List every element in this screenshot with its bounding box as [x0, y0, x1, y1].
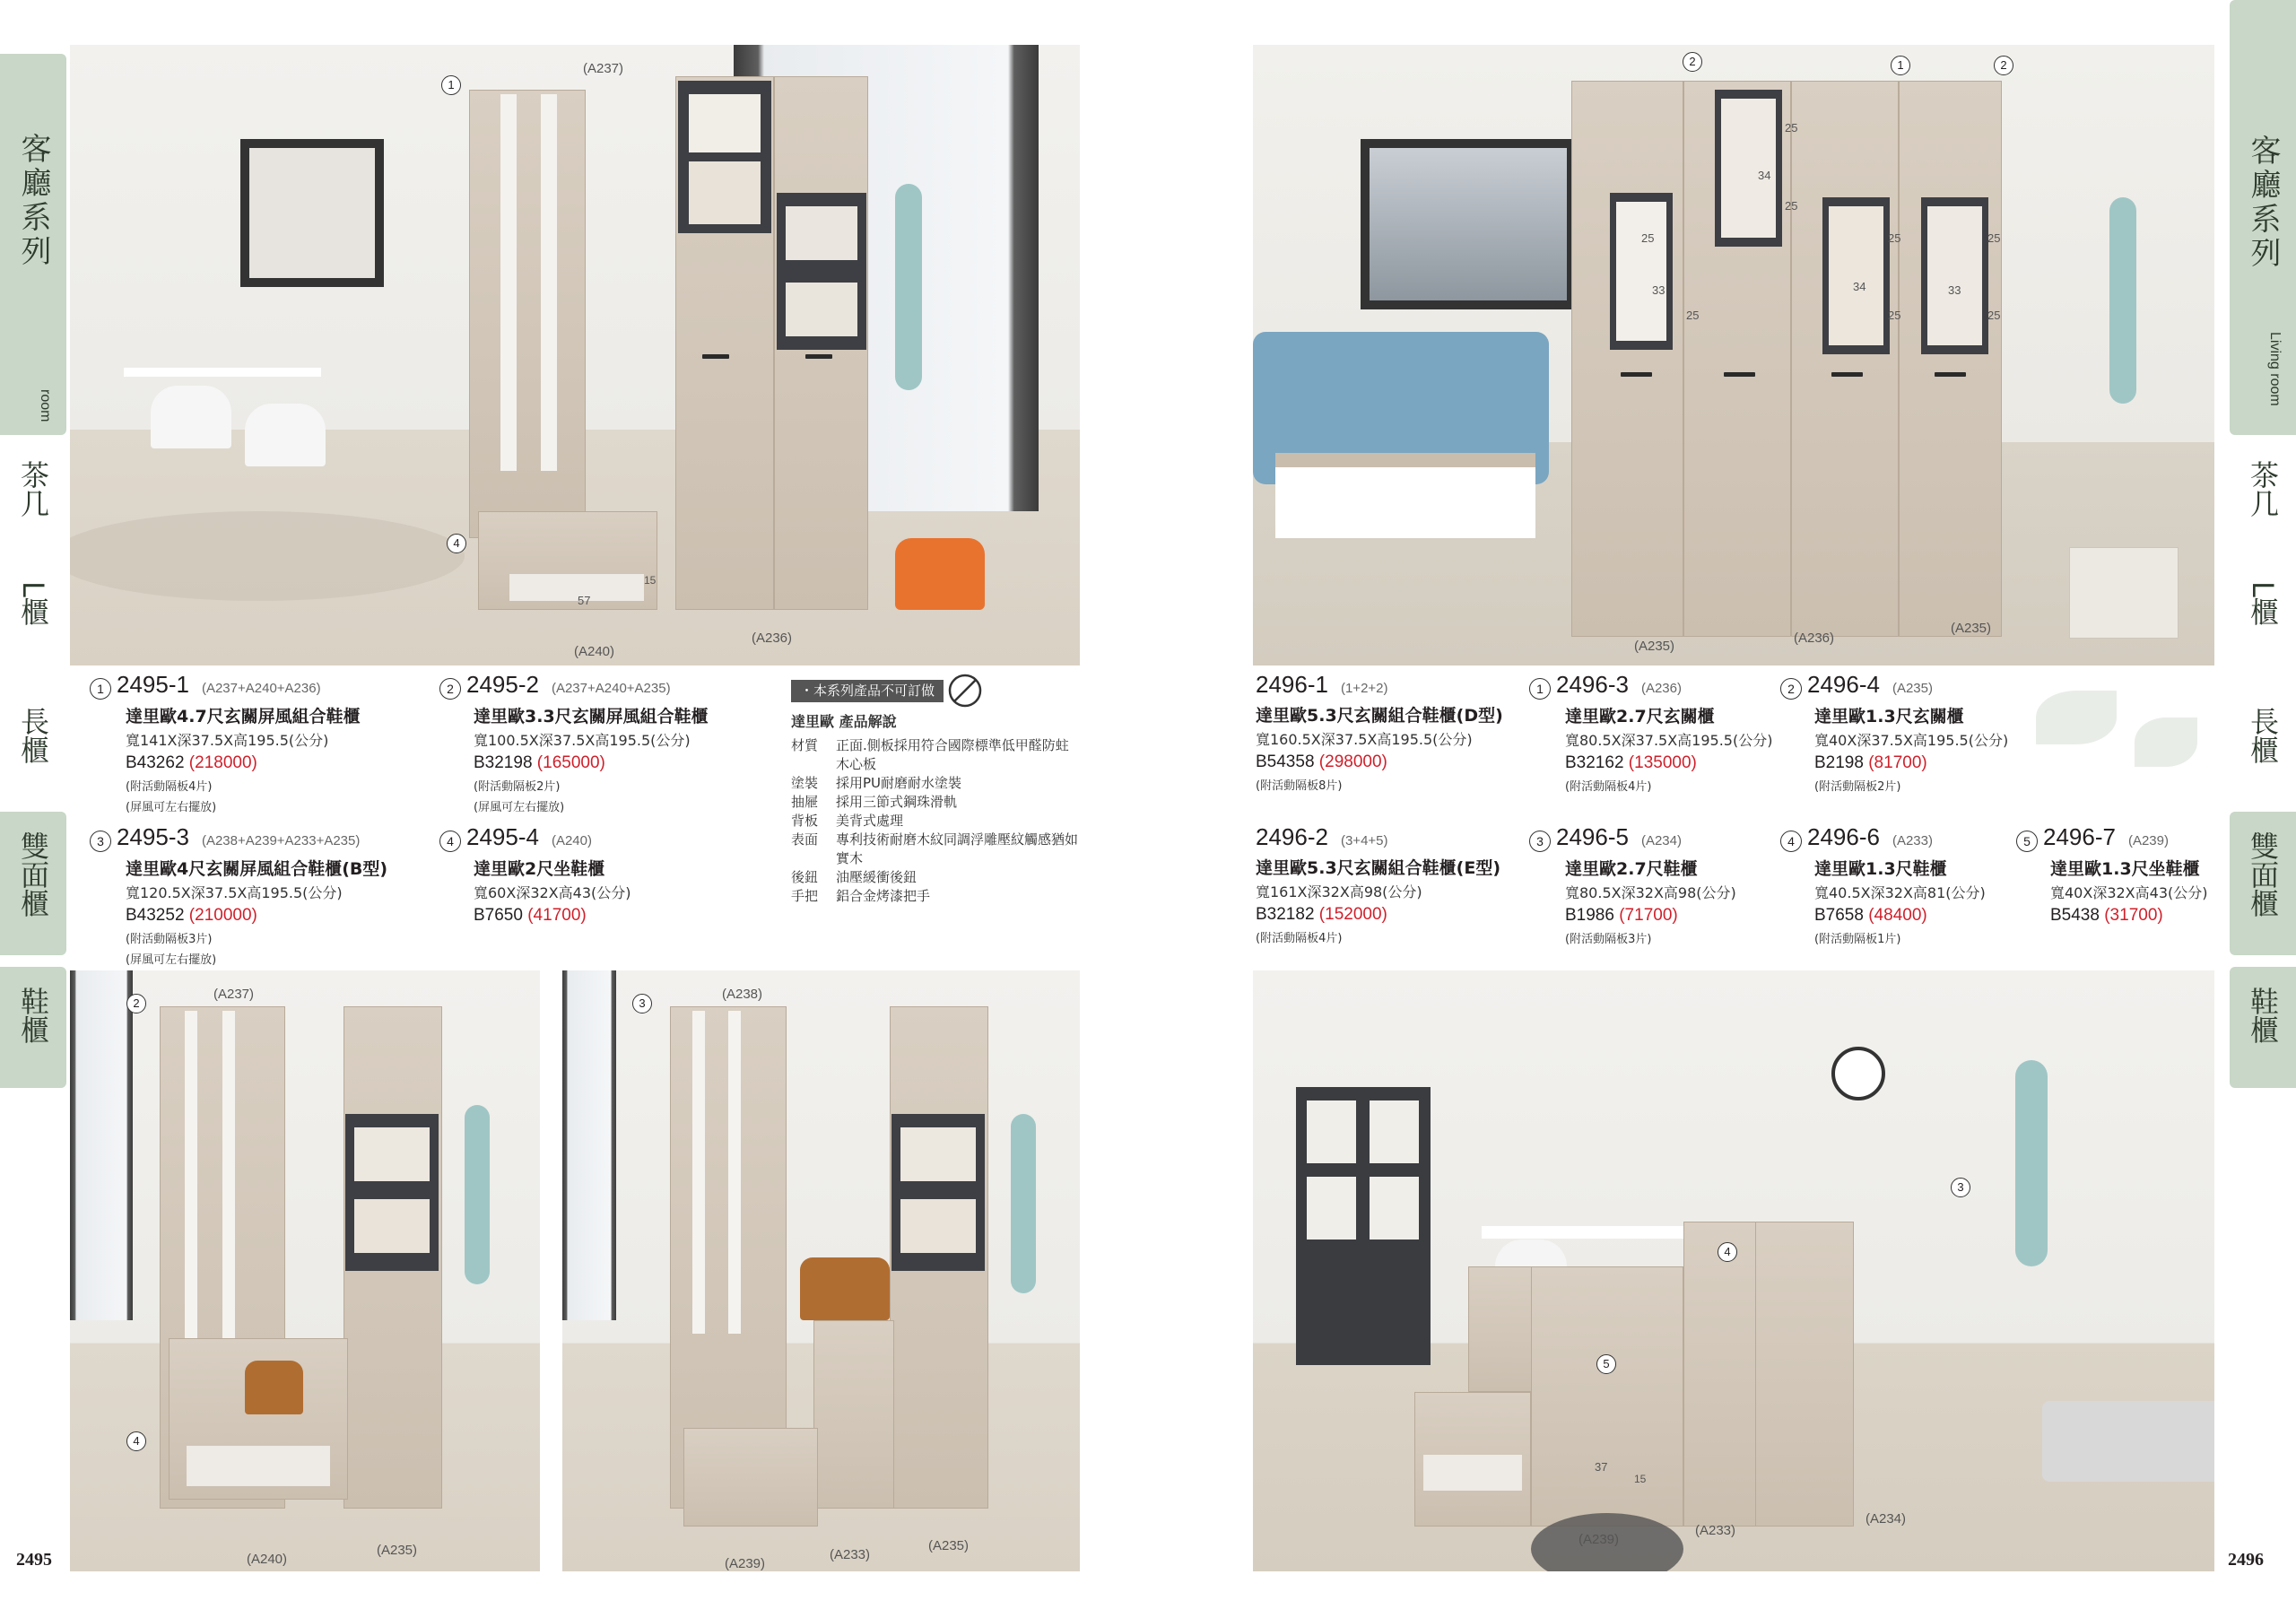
- dim-w: 37: [1595, 1460, 1608, 1474]
- cabinet-a235-right: [1899, 81, 2002, 637]
- label-a235: (A235): [1951, 621, 1992, 636]
- product-sku: B32198: [474, 752, 533, 772]
- tab-coffee-table-left[interactable]: [0, 453, 66, 534]
- product-name: 達里歐1.3尺鞋櫃: [1814, 858, 1947, 879]
- dim-label: 34: [1758, 169, 1771, 182]
- tab-living-room-left[interactable]: [0, 54, 66, 435]
- product-note: (附活動隔板8片): [1256, 779, 1343, 793]
- dim-w: 57: [578, 594, 591, 607]
- product-name: 達里歐5.3尺玄關組合鞋櫃(E型): [1256, 858, 1501, 878]
- product-price: (152000): [1318, 905, 1387, 924]
- marker-4: 4: [447, 534, 466, 553]
- marker-1: 1: [441, 75, 461, 95]
- marker-3: 3: [632, 994, 652, 1013]
- dim-label: 25: [1785, 199, 1798, 213]
- coffee-table: [1275, 453, 1535, 538]
- dining-table: [1482, 1226, 1715, 1239]
- tab-double-cabinet-right[interactable]: [2230, 812, 2296, 955]
- product-note: (附活動隔板3片): [126, 932, 213, 946]
- product-sku: B7658: [1814, 905, 1864, 925]
- product-note: (附活動隔板3片): [1565, 932, 1652, 946]
- photo-2495-1: [70, 45, 1080, 665]
- product-2496-4: [1780, 671, 2040, 794]
- screen-panel: [469, 90, 586, 538]
- product-combo: (A239): [2127, 833, 2169, 848]
- spec-key: 抽屜: [791, 794, 819, 810]
- product-dims: 寬80.5X深32X高98(公分): [1565, 883, 1736, 901]
- product-2496-7: [2016, 823, 2227, 926]
- page-number-right: 2496: [2228, 1550, 2264, 1570]
- product-name: 達里歐4尺玄關屏風組合鞋櫃(B型): [126, 858, 388, 879]
- label-a238: (A238): [722, 987, 763, 1002]
- cabinet-a234-right: [1755, 1222, 1854, 1527]
- surfboard-decor: [2109, 197, 2136, 404]
- product-2495-4: [439, 823, 780, 926]
- cabinet-a233-small: [1468, 1266, 1540, 1392]
- tab-living-room-right[interactable]: [2230, 0, 2296, 435]
- product-2495-2: [439, 671, 780, 814]
- tab-label: L櫃: [16, 581, 50, 626]
- tab-l-cabinet-left[interactable]: [0, 574, 66, 664]
- cabinet-a233: [813, 1320, 894, 1509]
- product-dims: 寬100.5X深37.5X高195.5(公分): [474, 731, 691, 749]
- tab-label: 鞋櫃: [16, 987, 50, 1044]
- marker-2: 2: [126, 994, 146, 1013]
- tab-label: 長櫃: [2246, 707, 2280, 764]
- product-code: 2495-3: [117, 823, 189, 850]
- product-number: 3: [90, 831, 111, 852]
- tab-double-cabinet-left[interactable]: [0, 812, 66, 955]
- photo-2496-1: [1253, 45, 2214, 665]
- product-sku: B32182: [1256, 905, 1315, 924]
- product-combo: (A233): [1892, 833, 1933, 848]
- dim-h: 15: [1634, 1473, 1647, 1485]
- spec-key: 後鈕: [791, 869, 819, 885]
- product-combo: (A234): [1640, 833, 1682, 848]
- photo-2495-2: [70, 970, 540, 1571]
- product-price: (48400): [1868, 905, 1927, 925]
- tab-label: 茶几: [16, 460, 50, 518]
- dim-label: 25: [1888, 309, 1901, 322]
- tab-label: 雙面櫃: [16, 831, 50, 918]
- spec-value: 油壓緩衝後鈕: [836, 869, 918, 885]
- product-price: (218000): [188, 752, 257, 772]
- product-code: 2496-5: [1556, 823, 1629, 850]
- tab-l-cabinet-right[interactable]: [2230, 574, 2296, 664]
- spec-title: 達里歐 產品解說: [791, 713, 897, 730]
- product-price: (31700): [2104, 905, 2163, 925]
- label-a233: (A233): [830, 1547, 871, 1562]
- product-combo: (A236): [1640, 681, 1682, 696]
- label-a237: (A237): [213, 987, 255, 1002]
- label-a234: (A234): [1866, 1511, 1907, 1527]
- product-price: (135000): [1628, 752, 1697, 772]
- label-a235: (A235): [1634, 639, 1675, 654]
- product-combo: (A237+A240+A236): [201, 681, 321, 696]
- tab-shoe-cabinet-right[interactable]: [2230, 967, 2296, 1088]
- surfboard-decor: [895, 184, 922, 390]
- tab-label: 茶几: [2246, 460, 2280, 518]
- product-sku: B43262: [126, 752, 185, 772]
- product-code: 2496-4: [1807, 671, 1880, 698]
- product-number: 1: [90, 678, 111, 700]
- handbag: [895, 538, 985, 610]
- tab-sub: Living room: [2267, 332, 2283, 406]
- product-note: (屏風可左右擺放): [126, 800, 217, 814]
- notice-banner: ・本系列產品不可訂做: [791, 680, 944, 702]
- product-sku: B5438: [2050, 905, 2100, 925]
- bag: [245, 1361, 303, 1414]
- product-sku: B32162: [1565, 752, 1624, 772]
- product-sku: B54358: [1256, 752, 1315, 771]
- product-note: (附活動隔板4片): [1565, 779, 1652, 794]
- product-price: (71700): [1619, 905, 1678, 925]
- product-code: 2495-1: [117, 671, 189, 698]
- suitcase: [2069, 547, 2179, 639]
- product-number: 2: [439, 678, 461, 700]
- no-order-icon: [947, 673, 983, 709]
- product-code: 2495-2: [466, 671, 539, 698]
- dim-h: 15: [644, 574, 657, 587]
- product-note: (屏風可左右擺放): [474, 800, 565, 814]
- marker-5: 5: [1596, 1354, 1616, 1374]
- dim-label: 34: [1853, 280, 1866, 293]
- product-dims: 寬60X深32X高43(公分): [474, 883, 631, 901]
- dim-label: 33: [1948, 283, 1961, 297]
- marker-3: 3: [1951, 1178, 1970, 1197]
- product-price: (81700): [1868, 752, 1927, 772]
- product-code: 2496-7: [2043, 823, 2116, 850]
- product-name: 達里歐5.3尺玄關組合鞋櫃(D型): [1256, 706, 1503, 726]
- label-a236: (A236): [1794, 631, 1835, 646]
- tab-long-cabinet-right[interactable]: [2230, 700, 2296, 798]
- product-sku: B43252: [126, 905, 185, 925]
- product-sku: B2198: [1814, 752, 1864, 772]
- tab-label: L櫃: [2246, 581, 2280, 626]
- product-code: 2496-6: [1807, 823, 1880, 850]
- marker-4: 4: [1718, 1242, 1737, 1262]
- product-2496-6: [1780, 823, 2013, 946]
- marker-2a: 2: [1683, 52, 1702, 72]
- wall-frame: [240, 139, 384, 287]
- label-a235: (A235): [377, 1543, 418, 1558]
- tab-sub: room: [38, 389, 53, 422]
- marker-4: 4: [126, 1431, 146, 1451]
- leaf-decor: [2036, 691, 2117, 744]
- product-combo: (A235): [1892, 681, 1933, 696]
- product-note: (附活動隔板1片): [1814, 932, 1901, 946]
- spec-key: 背板: [791, 813, 819, 829]
- leaf-decor: [2135, 718, 2197, 767]
- label-a239: (A239): [1578, 1532, 1620, 1547]
- product-combo: (A240): [551, 833, 592, 848]
- product-name: 達里歐2.7尺鞋櫃: [1565, 858, 1698, 879]
- spec-value: 專利技術耐磨木紋同調浮雕壓紋觸感猶如實木: [836, 831, 1079, 866]
- product-number: 4: [439, 831, 461, 852]
- label-a240: (A240): [574, 644, 615, 659]
- dim-label: 25: [1641, 231, 1655, 245]
- product-name: 達里歐1.3尺坐鞋櫃: [2050, 858, 2200, 879]
- label-a233: (A233): [1695, 1523, 1736, 1538]
- product-note: (附活動隔板2片): [1814, 779, 1901, 794]
- cabinet-a235-left: [1571, 81, 1683, 637]
- page-number-left: 2495: [16, 1550, 52, 1570]
- label-a235: (A235): [928, 1538, 970, 1553]
- product-price: (165000): [536, 752, 605, 772]
- product-name: 達里歐2.7尺玄關櫃: [1565, 706, 1715, 726]
- spec-value: 正面.側板採用符合國際標準低甲醛防蛀木心板: [836, 737, 1069, 772]
- surfboard-decor: [1011, 1114, 1036, 1293]
- bag: [800, 1257, 890, 1320]
- product-2496-5: [1529, 823, 1789, 946]
- product-2495-3: [90, 823, 439, 967]
- spec-value: 採用三節式鋼珠滑軌: [836, 794, 958, 810]
- spec-key: 手把: [791, 888, 819, 904]
- dim-label: 25: [1686, 309, 1700, 322]
- spec-value: 鋁合金烤漆把手: [836, 888, 931, 904]
- product-sku: B1986: [1565, 905, 1614, 925]
- product-dims: 寬161X深32X高98(公分): [1256, 883, 1422, 900]
- product-note: (附活動隔板4片): [1256, 932, 1343, 945]
- product-combo: (A237+A240+A235): [551, 681, 671, 696]
- spec-key: 材質: [791, 737, 819, 753]
- product-dims: 寬40.5X深32X高81(公分): [1814, 883, 1986, 901]
- surfboard-decor: [2015, 1060, 2048, 1266]
- product-2495-1: [90, 671, 430, 814]
- dim-label: 25: [1987, 231, 2001, 245]
- wall-clock: [1831, 1047, 1885, 1100]
- product-code: 2496-2: [1256, 823, 1328, 850]
- product-code: 2496-3: [1556, 671, 1629, 698]
- spec-box: [791, 673, 1078, 906]
- cabinet-a236-right: [1791, 81, 1899, 637]
- product-note: (屏風可左右擺放): [126, 953, 217, 967]
- tab-label: 長櫃: [16, 707, 50, 764]
- product-note: (附活動隔板2片): [474, 779, 561, 794]
- tab-label: 客廳系列: [15, 133, 51, 269]
- product-2496-2: [1256, 823, 1543, 945]
- product-note: (附活動隔板4片): [126, 779, 213, 794]
- dim-label: 33: [1652, 283, 1665, 297]
- label-a236: (A236): [752, 631, 793, 646]
- spec-key: 表面: [791, 831, 819, 848]
- product-dims: 寬40X深32X高43(公分): [2050, 883, 2208, 901]
- product-dims: 寬120.5X深37.5X高195.5(公分): [126, 883, 343, 901]
- tab-long-cabinet-left[interactable]: [0, 700, 66, 798]
- product-price: (298000): [1318, 752, 1387, 771]
- product-2496-3: [1529, 671, 1789, 794]
- marker-1: 1: [1891, 56, 1910, 75]
- photo-2496-2: [1253, 970, 2214, 1571]
- product-combo: (A238+A239+A233+A235): [201, 833, 361, 848]
- product-2496-1: [1256, 671, 1543, 793]
- dim-label: 25: [1785, 121, 1798, 135]
- product-name: 達里歐4.7尺玄關屏風組合鞋櫃: [126, 706, 361, 726]
- product-price: (210000): [188, 905, 257, 925]
- surfboard-decor: [465, 1105, 490, 1284]
- product-number: 4: [1780, 831, 1802, 852]
- product-number: 5: [2016, 831, 2038, 852]
- product-number: 1: [1529, 678, 1551, 700]
- product-combo: (3+4+5): [1340, 833, 1388, 848]
- spec-value: 採用PU耐磨耐水塗裝: [836, 775, 962, 791]
- product-combo: (1+2+2): [1340, 681, 1388, 696]
- tab-coffee-table-right[interactable]: [2230, 453, 2296, 534]
- product-code: 2496-1: [1256, 671, 1328, 698]
- tab-shoe-cabinet-left[interactable]: [0, 967, 66, 1088]
- photo-2495-3: [562, 970, 1080, 1571]
- label-a239: (A239): [725, 1556, 766, 1571]
- wall-frame: [1361, 139, 1576, 309]
- dim-label: 25: [1888, 231, 1901, 245]
- product-name: 達里歐2尺坐鞋櫃: [474, 858, 605, 879]
- spec-key: 塗裝: [791, 775, 819, 791]
- label-a240: (A240): [247, 1552, 288, 1567]
- tab-label: 雙面櫃: [2246, 831, 2280, 918]
- product-dims: 寬40X深37.5X高195.5(公分): [1814, 731, 2009, 749]
- product-dims: 寬141X深37.5X高195.5(公分): [126, 731, 329, 749]
- dim-label: 25: [1987, 309, 2001, 322]
- product-name: 達里歐1.3尺玄關櫃: [1814, 706, 1964, 726]
- product-price: (41700): [527, 905, 587, 925]
- product-code: 2495-4: [466, 823, 539, 850]
- ottoman: [2042, 1401, 2214, 1482]
- product-number: 2: [1780, 678, 1802, 700]
- product-number: 3: [1529, 831, 1551, 852]
- cabinet-a233: [1531, 1266, 1683, 1527]
- marker-2b: 2: [1994, 56, 2013, 75]
- tab-label: 鞋櫃: [2246, 987, 2280, 1044]
- spec-value: 美背式處理: [836, 813, 904, 829]
- product-name: 達里歐3.3尺玄關屏風組合鞋櫃: [474, 706, 709, 726]
- bench-a239: [683, 1428, 818, 1527]
- product-dims: 寬80.5X深37.5X高195.5(公分): [1565, 731, 1773, 749]
- product-dims: 寬160.5X深37.5X高195.5(公分): [1256, 731, 1473, 748]
- label-a237: (A237): [583, 61, 624, 76]
- product-sku: B7650: [474, 905, 523, 925]
- tab-label: 客廳系列: [2245, 135, 2281, 271]
